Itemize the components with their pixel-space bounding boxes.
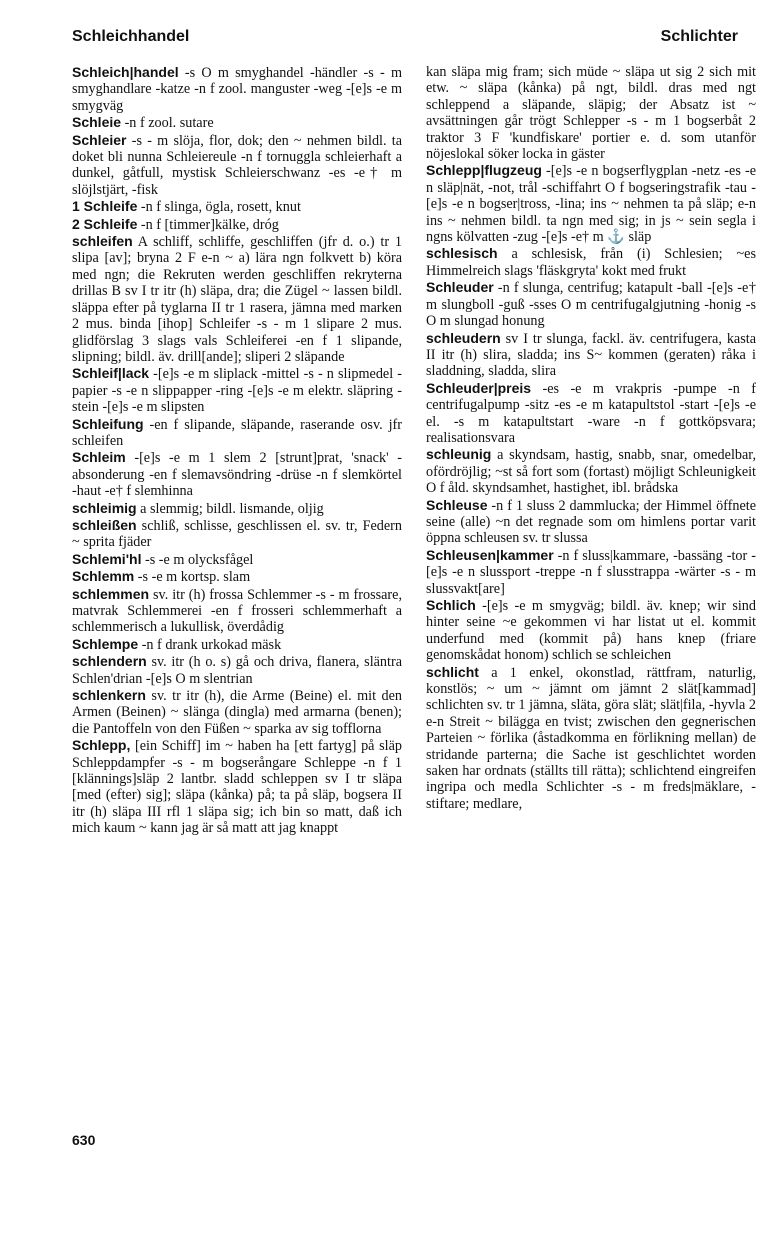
entry-definition: [ein Schiff] im ~ haben ha [ett fartyg] på släp Schleppdampfer -s - m bogserångare Schleppe -n f 1 [klännings]släp 2 lantbr. sladd schleppen sv I tr släpa [med (efter) sig]; släpa (kånka) på; ta på släp, bogsera II itr (h) släpa III rfl 1 släpa sig; ich bin so matt, daß ich mich kaum ~ kann jag är så matt att jag knappt bbox=[72, 738, 402, 837]
dictionary-entry bbox=[72, 551, 402, 568]
entry-definition: -s -e m olycksfågel bbox=[141, 551, 254, 568]
entry-definition: -n f 1 sluss 2 dammlucka; der Himmel öffnete seine (alle) ~n det regnade som om himlens portar varit öppna schleusen sv. tr slussa bbox=[426, 497, 756, 547]
right-column bbox=[426, 64, 756, 812]
entry-headword: schleudern bbox=[426, 329, 501, 346]
dictionary-entry bbox=[72, 653, 402, 687]
dictionary-entry bbox=[72, 449, 402, 499]
entry-definition: a 1 enkel, okonstlad, rättfram, naturlig, konstlös; ~ um ~ jämnt om jämnt 2 slät[kammad] schlichten sv. tr 1 jämna, släta, göra slät; slät|fila, -hyvla 2 e-n Streit ~ bilägga en tvist; zwischen den gegnerischen Parteien ~ förlika (åstadkomma en förlikning mellan) de stridande parterna; die Sache ist geschlichtet worden saken har ordnats (ställts till rätta); schlichtend eingreifen ingripa och medla Schlichter -s - m freds|mäklare, -stiftare; medlare, bbox=[426, 664, 756, 812]
dictionary-entry bbox=[426, 380, 756, 447]
entry-headword: schlenkern bbox=[72, 687, 146, 704]
entry-headword: Schleuder|preis bbox=[426, 379, 532, 396]
entry-definition: -[e]s -e n bogserflygplan -netz -es -e n släp|nät, -not, trål -schiffahrt O f bogseringstrafik -tau -[e]s -e n bogser|tross, -lina; ins ~ nehmen ta på släp; e-n ins ~ nehmen bildl. ta ngn med sig; in js ~ sein segla i ngns kölvatten -zug -[e]s -e† m ⚓ släp bbox=[426, 163, 756, 246]
dictionary-entry bbox=[72, 517, 402, 551]
entry-headword: Schlempe bbox=[72, 635, 139, 652]
entry-headword: Schleusen|kammer bbox=[426, 546, 554, 563]
entry-headword: Schleif|lack bbox=[72, 365, 150, 382]
dictionary-entry bbox=[72, 365, 402, 415]
entry-definition: -n f slunga, centrifug; katapult -ball -[e]s -e† m slungboll -guß -sses O m centrifugalgjutning -honig -s O m slungad honung bbox=[426, 280, 756, 330]
left-column bbox=[72, 64, 402, 837]
dictionary-entry bbox=[72, 500, 402, 517]
dictionary-entry bbox=[426, 446, 756, 496]
entry-definition: -n f drank urkokad mäsk bbox=[138, 636, 282, 653]
dictionary-entry bbox=[72, 687, 402, 737]
entry-headword: schleunig bbox=[426, 446, 492, 463]
entry-definition: sv. tr itr (h), die Arme (Beine) el. mit den Armen (Beinen) ~ slänga (dingla) med armarna (benen); die Pantoffeln von den Füßen ~ sparka av sig tofflorna bbox=[72, 688, 402, 737]
dictionary-entry bbox=[72, 132, 402, 199]
page-number: 630 bbox=[72, 1132, 96, 1148]
entry-headword: Schleich|handel bbox=[72, 64, 179, 80]
entry-headword: schlesisch bbox=[426, 245, 498, 262]
entry-definition: sv I tr slunga, fackl. äv. centrifugera, kasta II itr (h) slira, sladda; ins S~ kommen (geraten) råka i sladdning, sladda, slira bbox=[426, 330, 756, 380]
dictionary-entry bbox=[72, 198, 402, 215]
entry-headword: schlicht bbox=[426, 663, 479, 680]
entry-headword: Schleifung bbox=[72, 415, 144, 432]
dictionary-entry bbox=[72, 568, 402, 585]
dictionary-entry bbox=[72, 416, 402, 450]
entry-headword: 1 Schleife bbox=[72, 198, 138, 215]
entry-headword: Schleie bbox=[72, 114, 122, 131]
entry-definition: -[e]s -e m 1 slem 2 [strunt]prat, 'snack' -absonderung -en f slemavsöndring -drüse -n f slemkörtel -haut -e† f slemhinna bbox=[72, 450, 402, 500]
entry-definition: -n f sluss|kammare, -bassäng -tor -[e]s -e n slussport -treppe -n f slusstrappa -wärter -s - m slussvakt[are] bbox=[426, 547, 756, 597]
dictionary-entry bbox=[72, 737, 402, 836]
dictionary-entry bbox=[426, 597, 756, 664]
entry-headword: schlemmen bbox=[72, 585, 150, 602]
entry-headword: Schlepp, bbox=[72, 737, 131, 754]
entry-headword: schlendern bbox=[72, 653, 147, 670]
dictionary-entry bbox=[426, 330, 756, 380]
entry-headword: schleißen bbox=[72, 516, 137, 533]
dictionary-entry bbox=[426, 245, 756, 279]
entry-headword: Schlepp|flugzeug bbox=[426, 162, 542, 179]
entry-definition: -s O m smyghandel -händler -s - m smyghandlare -katze -n f zool. manguster -weg -[e]s -e m smygväg bbox=[72, 65, 402, 114]
entry-headword: schleimig bbox=[72, 499, 137, 516]
entry-definition: sv. itr (h) frossa Schlemmer -s - m frossare, matvrak Schlemmerei -en f frosseri schlemmerhaft a schlemmerisch a lukullisk, överdådig bbox=[72, 586, 402, 636]
dictionary-entry bbox=[426, 64, 756, 162]
entry-definition: -n f zool. sutare bbox=[121, 115, 214, 132]
entry-headword: Schlemi'hl bbox=[72, 550, 142, 567]
entry-headword: Schleuse bbox=[426, 496, 488, 513]
running-header-left: Schleichhandel bbox=[72, 28, 190, 45]
dictionary-entry bbox=[426, 162, 756, 245]
entry-definition: schliß, schlisse, geschlissen el. sv. tr, Federn ~ sprita fjäder bbox=[72, 517, 402, 551]
dictionary-entry bbox=[72, 216, 402, 233]
entry-definition: kan släpa mig fram; sich müde ~ släpa ut sig 2 sich mit etw. ~ släpa (kånka) på ngt, bildl. dras med ngt schleppend a släpande, släpig; der Absatz ist ~ avsättningen går trögt Schlepper -s - m 1 bogserbåt 2 traktor 3 F 'kundfiskare' portier e. d. som utanför nöjeslokal söker locka in gäster bbox=[426, 64, 756, 163]
dictionary-entry bbox=[426, 664, 756, 813]
entry-definition: -es -e m vrakpris -pumpe -n f centrifugalpump -sitz -es -e m katapultstol -start -[e]s -e el. -s m katapultstart -ware -n f gottköpsvara; realisationsvara bbox=[426, 380, 756, 446]
running-header-right: Schlichter bbox=[660, 28, 738, 45]
dictionary-entry bbox=[426, 547, 756, 597]
entry-headword: Schleuder bbox=[426, 279, 494, 296]
entry-definition: a slemmig; bildl. lismande, oljig bbox=[136, 500, 324, 517]
entry-definition: -en f slipande, släpande, raserande osv. jfr schleifen bbox=[72, 416, 402, 449]
entry-definition: sv. itr (h o. s) gå och driva, flanera, släntra Schlen'drian -[e]s O m slentrian bbox=[72, 654, 402, 687]
entry-definition: -[e]s -e m sliplack -mittel -s - n slipmedel -papier -s -e n slippapper -ring -[e]s -e m elektr. släpring -stein -[e]s -e m slipsten bbox=[72, 366, 402, 416]
dictionary-entry bbox=[72, 636, 402, 653]
entry-definition: A schliff, schliffe, geschliffen (jfr d. o.) tr 1 slipa [av]; bryna 2 F e-n ~ a) lära ngn folkvett b) köra med ngn; die Rekruten werden geschliffen rekryterna drillas B sv I tr itr (h) släpa, dra; die Zügel ~ lassen bildl. släppa efter på tyglarna II tr 1 rasera, jämna med marken 2 mus. binda [ihop] Schleifer -s - m 1 slipare 2 mus. glidförslag 3 slags vals Schleiferei -en f 1 slipande, slipning; bildl. äv. drill[ande]; sliperi 2 släpande bbox=[72, 234, 402, 365]
entry-definition: -n f [timmer]kälke, dróg bbox=[137, 216, 279, 233]
dictionary-entry bbox=[72, 586, 402, 636]
entry-definition: -n f slinga, ögla, rosett, knut bbox=[137, 199, 301, 216]
entry-headword: Schlich bbox=[426, 597, 476, 613]
entry-headword: Schleier bbox=[72, 131, 127, 148]
entry-headword: 2 Schleife bbox=[72, 215, 138, 232]
dictionary-entry bbox=[426, 279, 756, 329]
entry-headword: Schlemm bbox=[72, 568, 135, 585]
dictionary-entry bbox=[72, 114, 402, 131]
entry-definition: -[e]s -e m smygväg; bildl. äv. knep; wir sind hinter seine ~e gekommen vi har listat ut el. kommit underfund med (kommit på) hans knep (friare genomskådat honom) schlich se schleichen bbox=[426, 598, 756, 664]
dictionary-entry bbox=[72, 64, 402, 114]
dictionary-entry bbox=[72, 233, 402, 365]
entry-definition: -s -e m kortsp. slam bbox=[134, 569, 251, 586]
entry-headword: Schleim bbox=[72, 449, 126, 466]
entry-definition: a schlesisk, från (i) Schlesien; ~es Himmelreich slags 'fläskgryta' kokt med frukt bbox=[426, 246, 756, 279]
entry-definition: -s - m slöja, flor, dok; den ~ nehmen bildl. ta doket bli nunna Schleiereule -n f tornuggla schleierhaft a dunkel, gåtfull, mystisk Schleierschwanz -es -e† m slöjlstjärt, -fisk bbox=[72, 132, 402, 198]
dictionary-entry bbox=[426, 497, 756, 547]
entry-definition: a skyndsam, hastig, snabb, snar, omedelbar, ofördröjlig; ~st så fort som (fortast) möjligt Schleunigkeit O f åld. skyndsamhet, hastighet, ibl. brådska bbox=[426, 447, 756, 497]
entry-headword: schleifen bbox=[72, 233, 133, 250]
